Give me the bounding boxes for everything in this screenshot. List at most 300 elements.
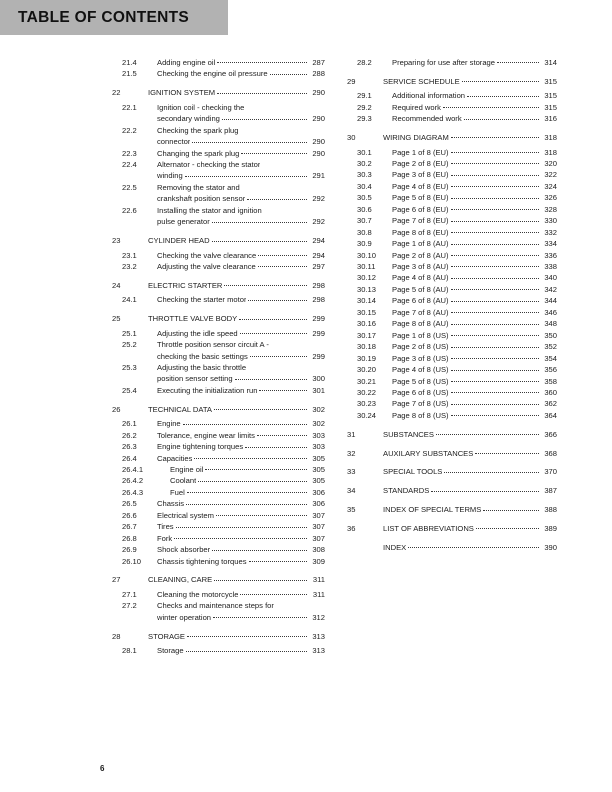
toc-section-entry[interactable]: [347, 398, 557, 409]
toc-entry-title-block: [383, 485, 557, 496]
toc-section-entry[interactable]: [112, 261, 325, 272]
toc-entry-page-number: 315: [544, 76, 557, 86]
toc-entry-title: Page 5 of 8 (EU): [392, 193, 449, 203]
toc-entry-number: 30.6: [357, 204, 372, 214]
toc-section-entry[interactable]: [347, 318, 557, 329]
dot-leader: [408, 547, 538, 548]
toc-section-entry[interactable]: [112, 556, 325, 567]
toc-entry-page-number: 338: [544, 262, 557, 272]
toc-entry-title: IGNITION SYSTEM: [148, 88, 216, 98]
toc-section-entry[interactable]: [112, 487, 325, 498]
toc-section-entry[interactable]: [112, 453, 325, 464]
toc-section-entry[interactable]: [347, 272, 557, 283]
toc-entry-page-number: 326: [544, 193, 557, 203]
toc-entry-line: [157, 68, 325, 79]
dot-leader: [187, 636, 307, 637]
toc-section-entry[interactable]: [347, 113, 557, 124]
toc-entry-line: [157, 441, 325, 452]
toc-entry-line: [392, 113, 557, 124]
toc-entry-number: 26.9: [122, 545, 137, 555]
dot-leader: [451, 232, 539, 233]
toc-entry-line: [392, 102, 557, 113]
toc-section-entry[interactable]: [347, 376, 557, 387]
toc-entry-title: LIST OF ABBREVIATIONS: [383, 523, 474, 533]
toc-entry-page-number: 315: [544, 91, 557, 101]
toc-section-entry[interactable]: [347, 261, 557, 272]
toc-entry-title-block: [383, 466, 557, 477]
toc-entry-line: [157, 205, 325, 216]
toc-entry-title-block: [157, 125, 325, 148]
toc-entry-line: [383, 132, 557, 143]
toc-entry-title-block: [170, 475, 325, 486]
dot-leader: [258, 255, 306, 256]
toc-section-entry[interactable]: [112, 418, 325, 429]
toc-entry-number: 27.2: [122, 601, 137, 611]
toc-entry-title: Removing the stator and: [157, 182, 240, 192]
toc-entry-title: Page 4 of 8 (EU): [392, 181, 449, 191]
toc-entry-number: 26.4: [122, 453, 137, 463]
toc-entry-title-block: [157, 510, 325, 521]
toc-section-entry[interactable]: [347, 102, 557, 113]
toc-section-entry[interactable]: [112, 430, 325, 441]
dot-leader: [451, 255, 539, 256]
dot-leader: [451, 198, 539, 199]
toc-entry-title-block: [392, 238, 557, 249]
toc-entry-number: 22: [112, 88, 121, 98]
toc-entry-title: CLEANING, CARE: [148, 575, 213, 585]
toc-entry-title-block: [383, 504, 557, 515]
toc-entry-page-number: 344: [544, 296, 557, 306]
toc-entry-line: [383, 448, 557, 459]
toc-section-entry[interactable]: [347, 238, 557, 249]
toc-entry-title-block: [157, 68, 325, 79]
toc-entry-title-block: [157, 205, 325, 228]
toc-entry-line: [157, 544, 325, 555]
toc-section-entry[interactable]: [112, 250, 325, 261]
dot-leader: [194, 458, 306, 459]
toc-section-entry[interactable]: [112, 600, 325, 623]
toc-chapter-entry[interactable]: [347, 429, 557, 440]
toc-section-entry[interactable]: [112, 510, 325, 521]
toc-entry-title: STANDARDS: [383, 486, 430, 496]
dot-leader: [185, 176, 307, 177]
page-title: TABLE OF CONTENTS: [18, 8, 189, 26]
toc-entry-title-block: [157, 418, 325, 429]
toc-entry-title: Ignition coil - checking the: [157, 102, 245, 112]
toc-chapter-entry[interactable]: [347, 523, 557, 534]
toc-entry-line: [170, 487, 325, 498]
toc-entry-page-number: 346: [544, 307, 557, 317]
toc-section-entry[interactable]: [112, 475, 325, 486]
toc-entry-page-number: 305: [312, 476, 325, 486]
toc-entry-number: 22.3: [122, 148, 137, 158]
toc-section-entry[interactable]: [112, 385, 325, 396]
toc-entry-number: 22.6: [122, 205, 137, 215]
dot-leader: [186, 651, 307, 652]
toc-chapter-entry[interactable]: [112, 235, 325, 246]
toc-entry-title: Storage: [157, 646, 184, 656]
toc-chapter-entry[interactable]: [347, 542, 557, 553]
toc-entry-number: 30.19: [357, 353, 377, 363]
toc-entry-title: Page 7 of 8 (US): [392, 399, 449, 409]
dot-leader: [451, 186, 539, 187]
toc-chapter-entry[interactable]: [347, 504, 557, 515]
toc-entry-number: 27: [112, 575, 121, 585]
toc-section-entry[interactable]: [347, 295, 557, 306]
toc-column-left: [0, 57, 330, 657]
toc-entry-line: [383, 485, 557, 496]
toc-entry-title: Page 8 of 8 (EU): [392, 227, 449, 237]
toc-chapter-entry[interactable]: [112, 87, 325, 98]
toc-entry-page-number: 303: [312, 430, 325, 440]
toc-entry-page-number: 290: [312, 148, 325, 158]
toc-section-entry[interactable]: [112, 125, 325, 148]
toc-entry-title-block: [392, 215, 557, 226]
dot-leader: [212, 550, 306, 551]
toc-entry-title: Engine tightening torques: [157, 442, 244, 452]
toc-entry-number: 25.3: [122, 362, 137, 372]
toc-chapter-entry[interactable]: [112, 404, 325, 415]
dot-leader: [240, 333, 307, 334]
toc-section-entry[interactable]: [347, 192, 557, 203]
toc-entry-title: Shock absorber: [157, 545, 211, 555]
toc-section-entry[interactable]: [112, 68, 325, 79]
toc-entry-page-number: 334: [544, 239, 557, 249]
toc-section-entry[interactable]: [347, 158, 557, 169]
toc-entry-number: 30.17: [357, 330, 377, 340]
toc-section-entry[interactable]: [347, 57, 557, 68]
toc-entry-line: [392, 330, 557, 341]
toc-entry-line: [392, 238, 557, 249]
dot-leader: [240, 594, 306, 595]
dot-leader: [176, 527, 307, 528]
dot-leader: [451, 324, 539, 325]
toc-chapter-entry[interactable]: [112, 631, 325, 642]
toc-entry-title-block: [383, 132, 557, 143]
toc-section-entry[interactable]: [347, 341, 557, 352]
toc-entry-line: [392, 215, 557, 226]
toc-chapter-entry[interactable]: [347, 485, 557, 496]
toc-entry-title: Page 6 of 8 (EU): [392, 204, 449, 214]
toc-entry-title-block: [383, 542, 557, 553]
toc-entry-title: Engine oil: [170, 465, 204, 474]
toc-section-entry[interactable]: [112, 533, 325, 544]
toc-section-entry[interactable]: [347, 330, 557, 341]
toc-section-entry[interactable]: [347, 364, 557, 375]
dot-leader: [183, 424, 307, 425]
toc-entry-line: [157, 612, 325, 623]
dot-leader: [212, 241, 307, 242]
dot-leader: [198, 481, 306, 482]
toc-entry-page-number: 308: [312, 545, 325, 555]
toc-entry-line: [157, 193, 325, 204]
toc-section-entry[interactable]: [347, 353, 557, 364]
toc-entry-title: Page 8 of 8 (AU): [392, 319, 449, 329]
toc-entry-number: 29: [347, 76, 356, 86]
toc-entry-line: [148, 404, 325, 415]
toc-section-entry[interactable]: [347, 90, 557, 101]
toc-section-entry[interactable]: [347, 410, 557, 421]
toc-section-entry[interactable]: [347, 215, 557, 226]
toc-entry-title-block: [392, 364, 557, 375]
toc-entry-page-number: 350: [544, 330, 557, 340]
toc-entry-number: 30.9: [357, 239, 372, 249]
toc-entry-line: [170, 464, 325, 475]
toc-entry-title: Recommended work: [392, 114, 462, 124]
toc-entry-title-block: [170, 464, 325, 475]
dot-leader: [451, 137, 539, 138]
toc-entry-page-number: 302: [312, 419, 325, 429]
toc-entry-title: Page 5 of 8 (US): [392, 376, 449, 386]
toc-entry-title-block: [157, 589, 325, 600]
toc-entry-title: INDEX: [383, 542, 407, 552]
toc-section-entry[interactable]: [112, 328, 325, 339]
toc-entry-title-block: [157, 148, 325, 159]
toc-entry-line: [392, 272, 557, 283]
toc-section-entry[interactable]: [347, 147, 557, 158]
toc-entry-number: 23.1: [122, 250, 137, 260]
toc-entry-title: Page 7 of 8 (AU): [392, 307, 449, 317]
toc-section-entry[interactable]: [112, 102, 325, 125]
toc-section-entry[interactable]: [112, 441, 325, 452]
toc-entry-page-number: 370: [544, 467, 557, 477]
toc-entry-line: [392, 192, 557, 203]
toc-entry-title: SPECIAL TOOLS: [383, 467, 443, 477]
toc-entry-line: [148, 235, 325, 246]
toc-entry-title-block: [157, 328, 325, 339]
toc-entry-title: Executing the initialization run: [157, 385, 258, 395]
toc-entry-page-number: 324: [544, 181, 557, 191]
footer-page-number: 6: [100, 764, 105, 773]
toc-section-entry[interactable]: [112, 362, 325, 385]
toc-section-entry[interactable]: [347, 227, 557, 238]
toc-chapter-entry[interactable]: [347, 76, 557, 87]
toc-chapter-entry[interactable]: [112, 313, 325, 324]
toc-entry-line: [148, 313, 325, 324]
toc-entry-title: winter operation: [157, 612, 212, 622]
toc-entry-page-number: 389: [544, 523, 557, 533]
toc-entry-line: [157, 159, 325, 170]
toc-entry-title: pulse generator: [157, 217, 210, 227]
toc-entry-number: 30.10: [357, 250, 377, 260]
toc-entry-page-number: 328: [544, 204, 557, 214]
toc-section-entry[interactable]: [112, 464, 325, 475]
toc-entry-title: crankshaft position sensor: [157, 194, 246, 204]
toc-entry-title-block: [157, 556, 325, 567]
toc-entry-number: 26.4.2: [122, 476, 144, 486]
toc-section-entry[interactable]: [112, 159, 325, 182]
dot-leader: [467, 96, 538, 97]
toc-chapter-entry[interactable]: [347, 466, 557, 477]
dot-leader: [451, 358, 539, 359]
toc-entry-title-block: [383, 76, 557, 87]
toc-entry-title: Adding engine oil: [157, 58, 216, 67]
toc-entry-line: [157, 339, 325, 350]
toc-entry-title-block: [392, 169, 557, 180]
toc-entry-number: 30.14: [357, 296, 377, 306]
dot-leader: [217, 62, 306, 63]
toc-entry-number: 21.4: [122, 58, 137, 67]
toc-entry-title: Changing the spark plug: [157, 148, 240, 158]
toc-entry-line: [157, 250, 325, 261]
toc-entry-title: INDEX OF SPECIAL TERMS: [383, 505, 482, 515]
toc-section-entry[interactable]: [112, 544, 325, 555]
toc-entry-title: Page 6 of 8 (US): [392, 388, 449, 398]
toc-entry-number: 22.4: [122, 160, 137, 170]
toc-entry-title-block: [392, 102, 557, 113]
dot-leader: [239, 319, 306, 320]
toc-entry-number: 26.5: [122, 499, 137, 509]
toc-entry-number: 26.2: [122, 430, 137, 440]
toc-entry-title: Page 1 of 8 (US): [392, 330, 449, 340]
toc-entry-number: 29.3: [357, 114, 372, 124]
toc-section-entry[interactable]: [112, 339, 325, 362]
dot-leader: [451, 381, 539, 382]
toc-section-entry[interactable]: [347, 169, 557, 180]
toc-entry-number: 30.4: [357, 181, 372, 191]
toc-entry-line: [383, 76, 557, 87]
toc-section-entry[interactable]: [347, 387, 557, 398]
toc-entry-title: Page 2 of 8 (US): [392, 342, 449, 352]
dot-leader: [444, 472, 538, 473]
toc-entry-page-number: 320: [544, 158, 557, 168]
toc-entry-title-block: [392, 57, 557, 68]
toc-entry-page-number: 318: [544, 147, 557, 157]
toc-entry-page-number: 299: [312, 314, 325, 324]
toc-chapter-entry[interactable]: [112, 574, 325, 585]
dot-leader: [464, 119, 539, 120]
toc-entry-title-block: [392, 250, 557, 261]
dot-leader: [451, 301, 539, 302]
toc-entry-title: Page 6 of 8 (AU): [392, 296, 449, 306]
toc-section-entry[interactable]: [112, 498, 325, 509]
table-of-contents: [0, 57, 612, 657]
toc-entry-line: [157, 261, 325, 272]
toc-entry-title: Page 2 of 8 (EU): [392, 158, 449, 168]
toc-entry-page-number: 311: [312, 589, 325, 599]
toc-entry-page-number: 306: [312, 499, 325, 509]
toc-entry-number: 29.1: [357, 91, 372, 101]
toc-section-entry[interactable]: [112, 148, 325, 159]
dot-leader: [259, 390, 306, 391]
toc-entry-page-number: 294: [312, 250, 325, 260]
toc-entry-number: 30.13: [357, 284, 377, 294]
toc-entry-title-block: [148, 280, 325, 291]
toc-entry-number: 35: [347, 505, 356, 515]
toc-entry-line: [157, 385, 325, 396]
toc-entry-title-block: [157, 102, 325, 125]
toc-section-entry[interactable]: [112, 521, 325, 532]
toc-section-entry[interactable]: [112, 57, 325, 68]
toc-entry-page-number: 387: [544, 486, 557, 496]
dot-leader: [431, 491, 538, 492]
toc-section-entry[interactable]: [112, 205, 325, 228]
toc-entry-title-block: [148, 87, 325, 98]
toc-entry-page-number: 299: [312, 351, 325, 361]
toc-entry-title-block: [148, 404, 325, 415]
toc-entry-number: 26.8: [122, 533, 137, 543]
toc-entry-title: Additional information: [392, 91, 466, 101]
toc-entry-page-number: 313: [312, 631, 325, 641]
toc-entry-title-block: [392, 307, 557, 318]
toc-entry-title-block: [148, 631, 325, 642]
dot-leader: [451, 175, 539, 176]
toc-entry-title-block: [148, 235, 325, 246]
toc-entry-title: Capacities: [157, 453, 193, 463]
toc-entry-title: Page 3 of 8 (AU): [392, 262, 449, 272]
toc-chapter-entry[interactable]: [347, 132, 557, 143]
toc-section-entry[interactable]: [347, 181, 557, 192]
toc-entry-title: Cleaning the motorcycle: [157, 589, 239, 599]
dot-leader: [205, 469, 306, 470]
toc-entry-title: SUBSTANCES: [383, 429, 434, 439]
toc-entry-title: checking the basic settings: [157, 351, 248, 361]
toc-entry-page-number: 307: [312, 533, 325, 543]
dot-leader: [241, 153, 306, 154]
toc-entry-title-block: [148, 313, 325, 324]
toc-section-entry[interactable]: [347, 284, 557, 295]
toc-entry-title-block: [383, 523, 557, 534]
toc-entry-title: connector: [157, 137, 191, 147]
toc-chapter-entry[interactable]: [112, 280, 325, 291]
toc-section-entry[interactable]: [112, 294, 325, 305]
toc-section-entry[interactable]: [112, 645, 325, 656]
toc-entry-title: Tolerance, engine wear limits: [157, 430, 255, 440]
toc-chapter-entry[interactable]: [347, 448, 557, 459]
dot-leader: [214, 409, 307, 410]
toc-entry-title: Page 3 of 8 (US): [392, 353, 449, 363]
toc-entry-number: 30.12: [357, 273, 377, 283]
toc-section-entry[interactable]: [347, 250, 557, 261]
toc-section-entry[interactable]: [112, 182, 325, 205]
toc-entry-line: [157, 125, 325, 136]
toc-entry-page-number: 358: [544, 376, 557, 386]
dot-leader: [475, 453, 538, 454]
dot-leader: [451, 209, 539, 210]
toc-entry-number: 26: [112, 404, 121, 414]
toc-entry-title-block: [392, 295, 557, 306]
toc-section-entry[interactable]: [347, 307, 557, 318]
dot-leader: [497, 62, 539, 63]
toc-entry-title-block: [392, 158, 557, 169]
toc-entry-line: [392, 284, 557, 295]
toc-entry-title: Alternator - checking the stator: [157, 160, 261, 170]
toc-entry-title-block: [392, 353, 557, 364]
toc-entry-page-number: 298: [312, 280, 325, 290]
toc-entry-title-block: [157, 498, 325, 509]
toc-entry-title-block: [157, 385, 325, 396]
toc-entry-line: [392, 318, 557, 329]
toc-entry-title: Page 2 of 8 (AU): [392, 250, 449, 260]
toc-entry-page-number: 316: [544, 114, 557, 124]
toc-entry-title: Page 1 of 8 (EU): [392, 147, 449, 157]
toc-entry-line: [383, 504, 557, 515]
toc-entry-page-number: 294: [312, 236, 325, 246]
toc-entry-line: [157, 294, 325, 305]
toc-entry-title: Throttle position sensor circuit A -: [157, 340, 269, 350]
toc-entry-title: THROTTLE VALVE BODY: [148, 314, 238, 324]
toc-entry-number: 23: [112, 236, 121, 246]
dot-leader: [451, 152, 539, 153]
toc-entry-line: [383, 429, 557, 440]
toc-entry-title-block: [392, 204, 557, 215]
toc-section-entry[interactable]: [347, 204, 557, 215]
toc-section-entry[interactable]: [112, 589, 325, 600]
dot-leader: [451, 312, 539, 313]
dot-leader: [224, 285, 306, 286]
toc-entry-title: STORAGE: [148, 631, 185, 641]
toc-entry-number: 22.2: [122, 125, 137, 135]
